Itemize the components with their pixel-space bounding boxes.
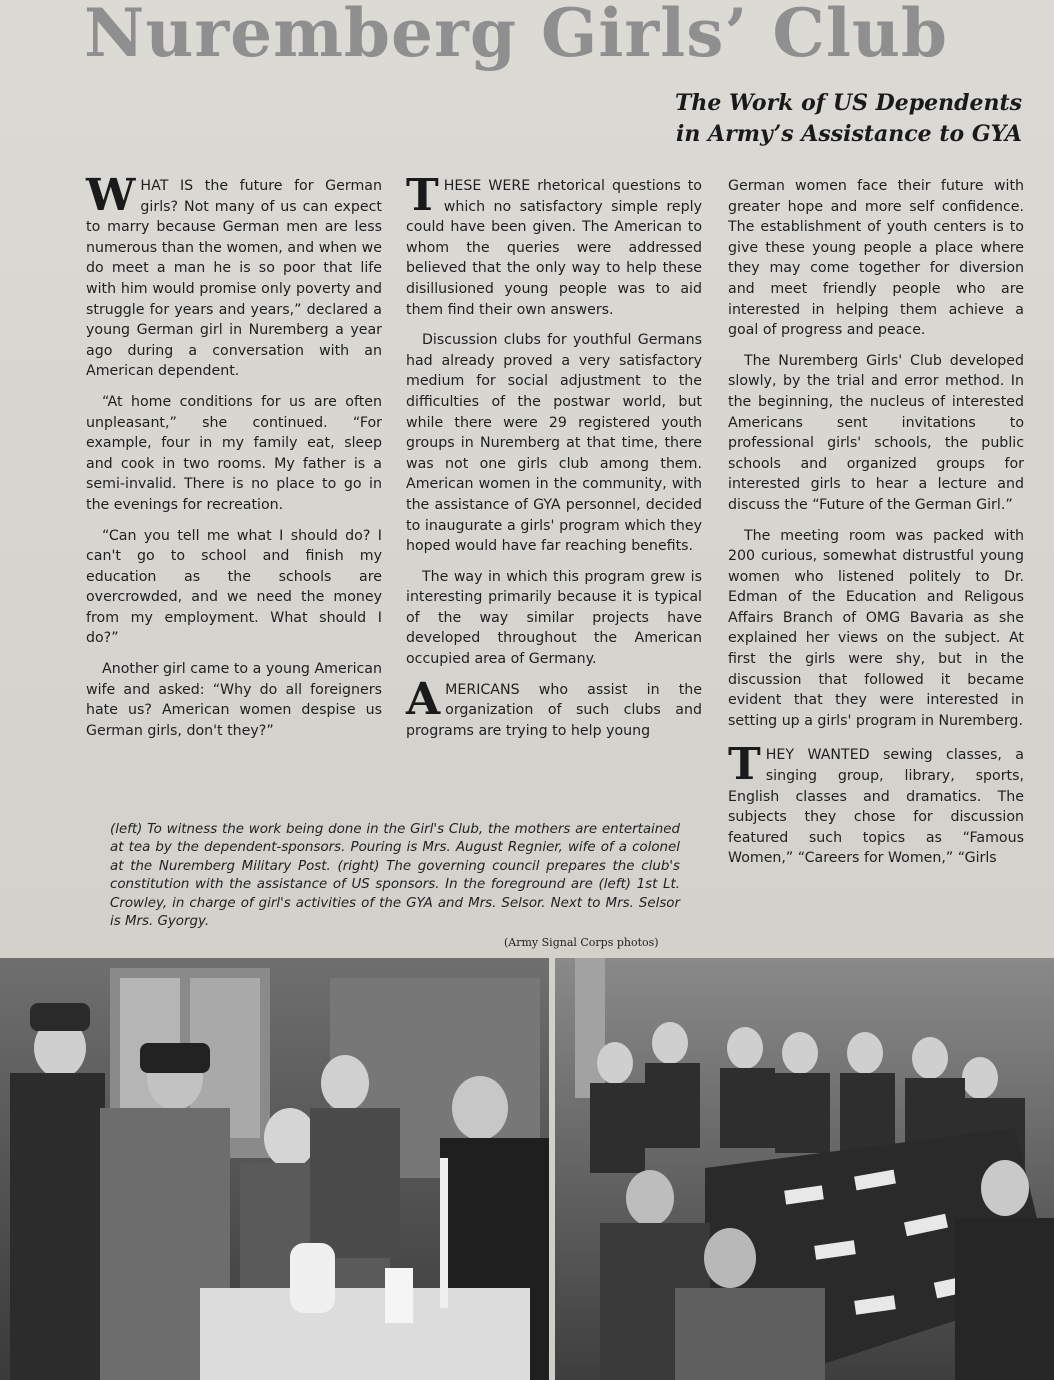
photo-tea-party-image	[0, 958, 549, 1380]
photo-governing-council-image	[555, 958, 1054, 1380]
photo-caption: (left) To witness the work being done in the Girl's Club, the mothers are entertained at tea by the dependent-sponsors. Pouring is Mrs. August Regnier, wife of a colonel at the Nuremberg Military Post. (right) The governing council prepares the club's constitution with the assistance of US sponsors. In the foreground are (left) 1st Lt. Crowley, in charge of girl's activities of the GYA and Mrs. Selsor. Next to Mrs. Selsor is Mrs. Gyorgy.	[110, 822, 680, 930]
paragraph	[406, 170, 702, 320]
paragraph: German women face their future with greater hope and more self confidence. The establishment of youth centers is to give these young people a place where they may come together for diversion and meet friendly people who are interested in helping them achieve a goal of progress and peace.	[728, 178, 1024, 339]
paragraph	[86, 170, 382, 382]
article-column-2	[406, 170, 702, 751]
article-column-3	[728, 176, 1024, 879]
drop-cap: A	[406, 673, 441, 725]
subtitle-line-2: in Army’s Assistance to GYA	[676, 121, 1022, 147]
subtitle-line-1: The Work of US Dependents	[674, 90, 1022, 116]
drop-cap: T	[406, 170, 439, 221]
paragraph	[728, 739, 1024, 869]
paragraph: “Can you tell me what I should do? I can't go to school and finish my education as the schools are overcrowded, and we need the money from my employment. What should I do?”	[86, 527, 382, 647]
photo-credit: (Army Signal Corps photos)	[504, 936, 659, 949]
paragraph-text: HAT IS the future for German girls? Not many of us can expect to marry because German men are less numerous than the women, and when we do meet a man he is so poor that life with him would promise only poverty and struggle for years and years,” declared a young German girl in Nuremberg a year ago during a conversation with an American dependent.	[86, 178, 382, 380]
page-title: Nuremberg Girls’ Club	[84, 0, 949, 72]
paragraph: The Nuremberg Girls' Club developed slowly, by the trial and error method. In the beginning, the nucleus of interested Americans sent invitations to professional girls' schools, the public schools and organized groups for interested girls to hear a lecture and discuss the “Future of the German Girl.”	[728, 352, 1024, 513]
paragraph-text: HEY WANTED sewing classes, a singing group, library, sports, English classes and dramatics. The subjects they chose for discussion featured such topics as “Famous Women,” “Careers for Women,” “Girls	[728, 747, 1024, 867]
paragraph: “At home conditions for us are often unpleasant,” she continued. “For example, four in my family eat, sleep and cook in two rooms. My father is a semi-invalid. There is no place to go in the evenings for recreation.	[86, 393, 382, 513]
drop-cap: W	[86, 170, 136, 221]
paragraph-text: HESE WERE rhetorical questions to which no satisfactory simple reply could have been given. The American to whom the queries were addressed believed that the only way to help these disillusioned young people was to aid them find their own answers.	[406, 178, 702, 318]
photo-governing-council	[555, 958, 1054, 1380]
paragraph: Another girl came to a young American wife and asked: “Why do all foreigners hate us? American women despise us German girls, don't they?”	[86, 661, 382, 739]
paragraph: The way in which this program grew is interesting primarily because it is typical of the way similar projects have developed throughout the American occupied area of Germany.	[406, 568, 702, 668]
paragraph: The meeting room was packed with 200 curious, somewhat distrustful young women who listened politely to Dr. Edman of the Education and Religous Affairs Branch of OMG Bavaria as she explained her views on the subject. At first the girls were shy, but in the discussion that followed it became evident that they were interested in setting up a girls' program in Nuremberg.	[728, 527, 1024, 729]
article-column-1	[86, 170, 382, 751]
paragraph-text: MERICANS who assist in the organization of such clubs and programs are trying to help young	[406, 681, 702, 739]
subtitle	[675, 88, 1022, 150]
paragraph	[406, 673, 702, 742]
drop-cap: T	[728, 739, 761, 791]
paragraph: Discussion clubs for youthful Germans had already proved a very satisfactory medium for social adjustment to the difficulties of the postwar world, but while there were 29 registered youth groups in Nuremberg at that time, there was not one girls club among them. American women in the community, with the assistance of GYA personnel, decided to inaugurate a girls' program which they hoped would have far reaching benefits.	[406, 332, 702, 555]
photo-tea-party	[0, 958, 549, 1380]
